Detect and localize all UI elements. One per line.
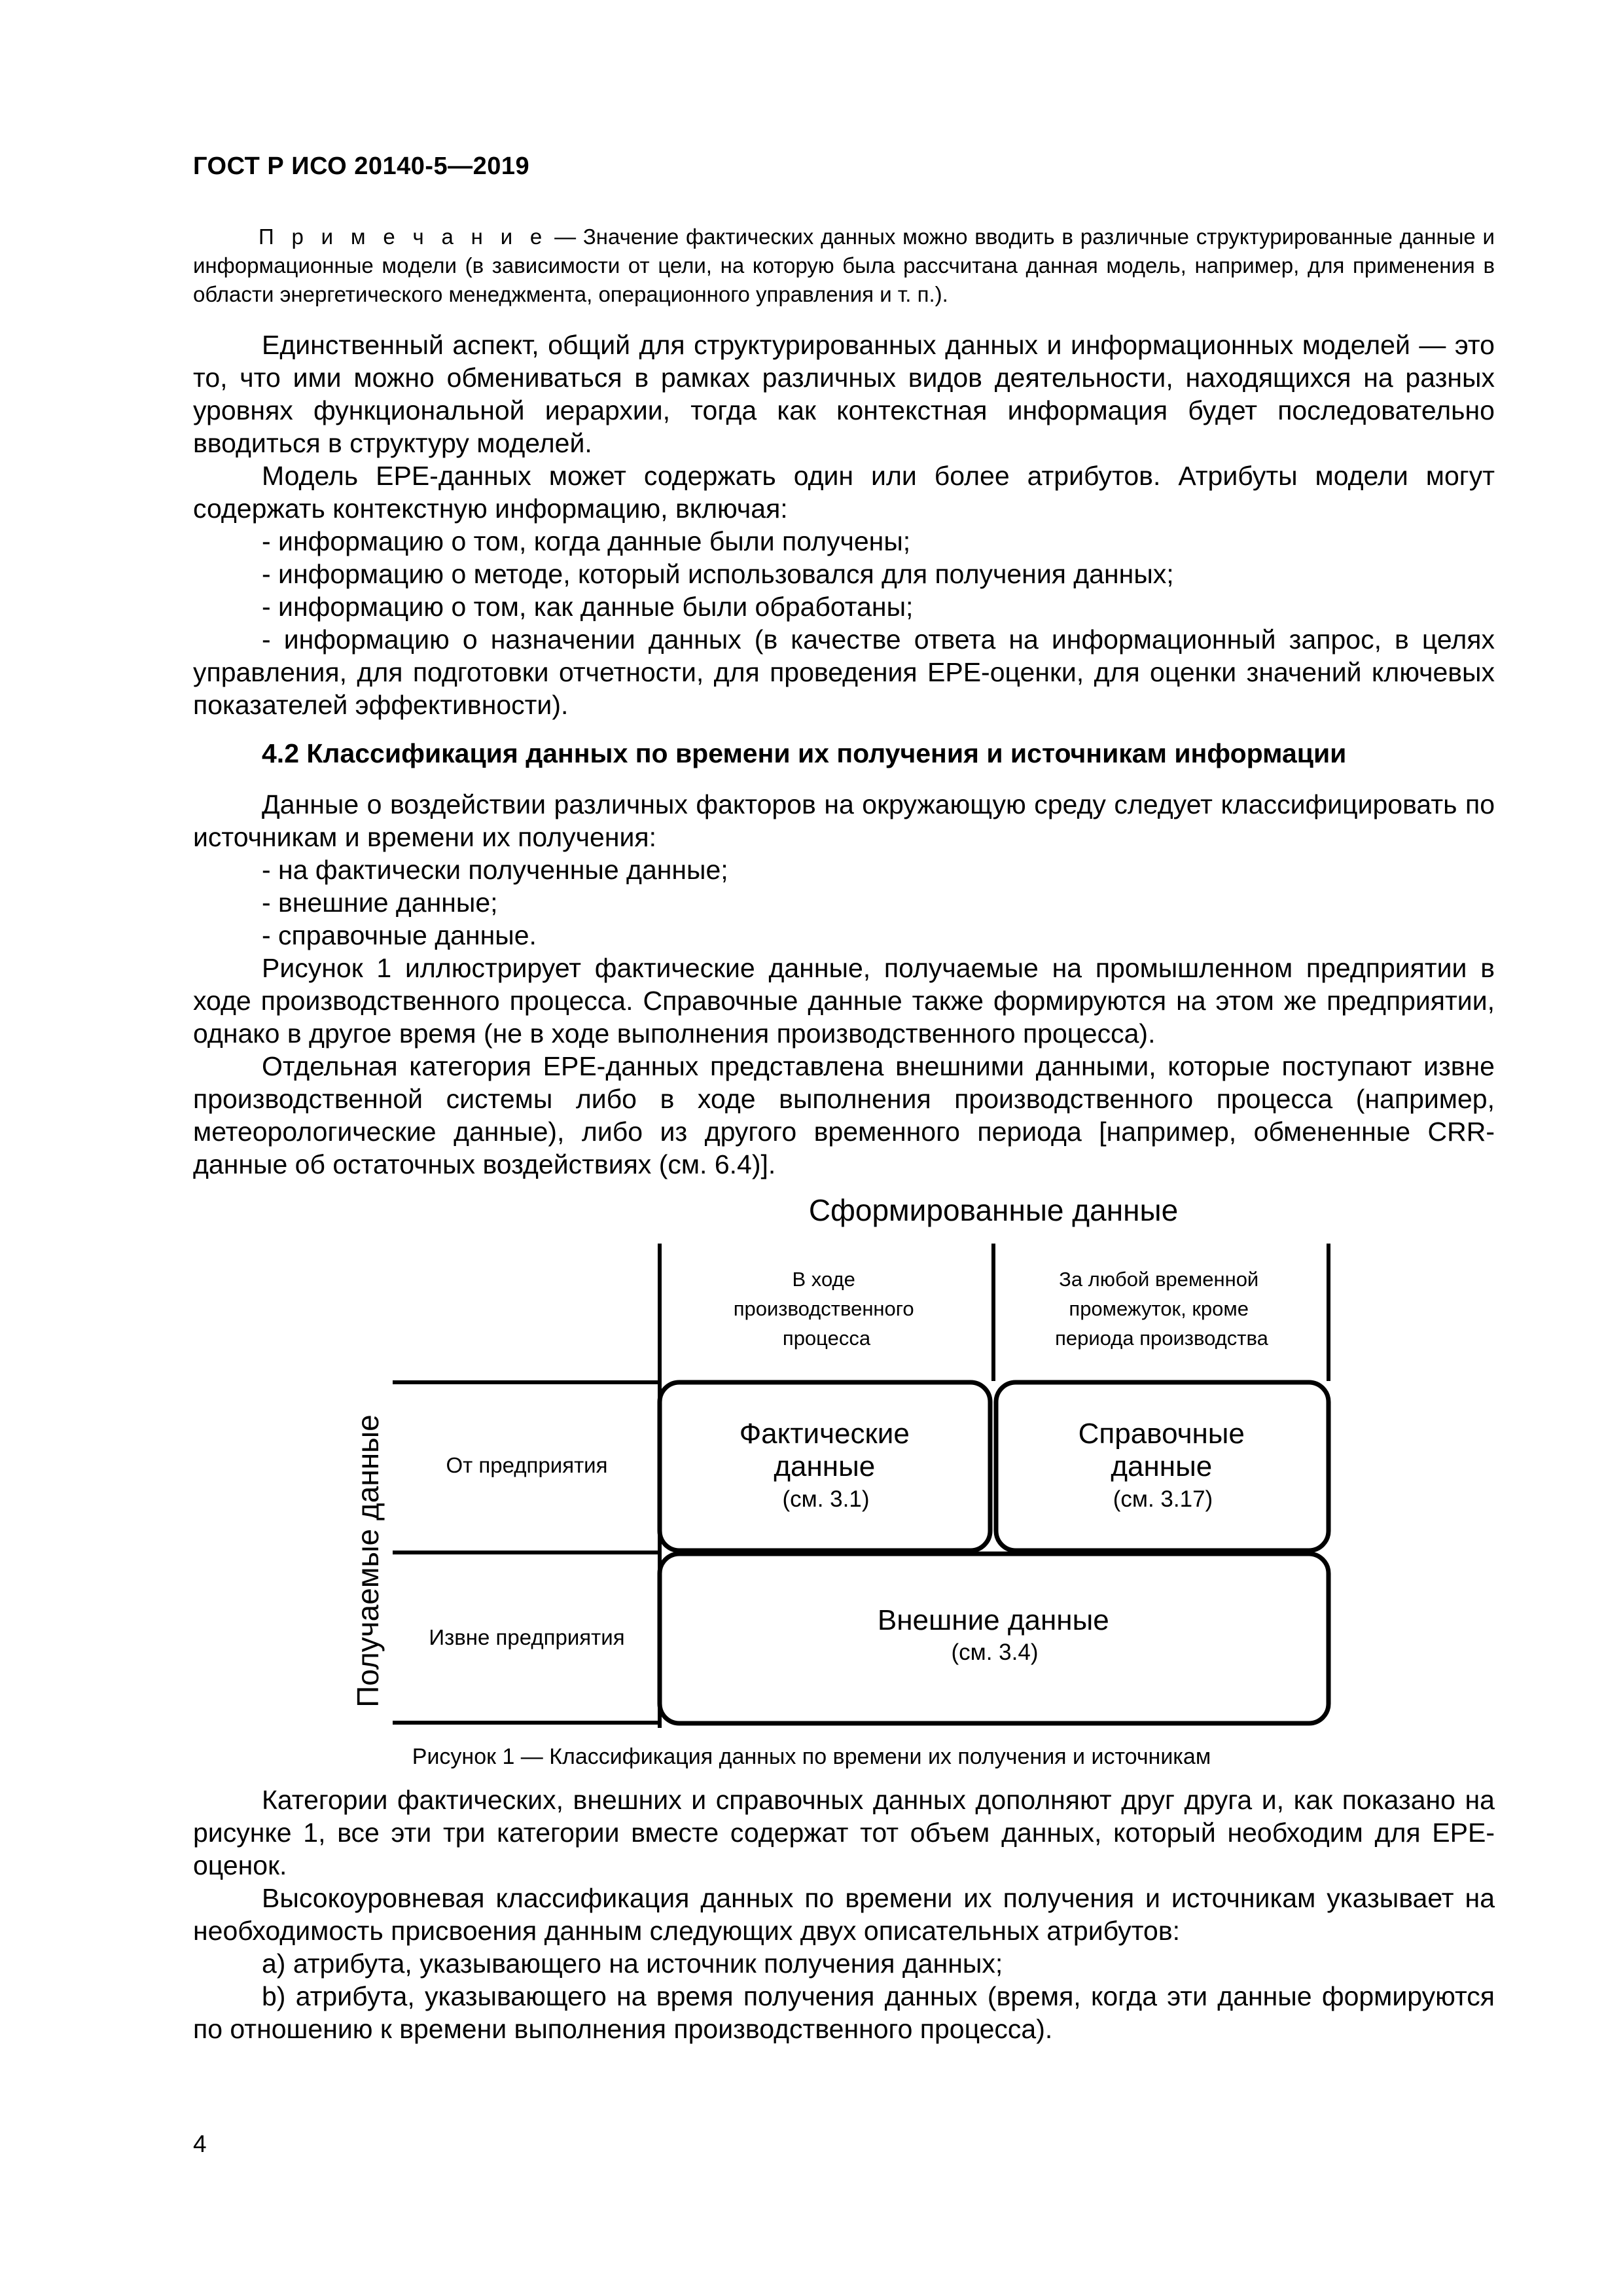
- row-label-outside-enterprise: Извне предприятия: [429, 1625, 625, 1649]
- section-title: 4.2 Классификация данных по времени их получения и источникам информации: [262, 738, 1347, 768]
- paragraph: Отдельная категория EPE-данных представлена внешними данными, которые поступают извне производственной системы либо в ходе выполнения производственного процесса (например, метеорологические данные), либо из другого временного периода [например, обмененные CRR-данные об остаточных воздействиях (см. 6.4)].: [193, 1051, 1495, 1179]
- reference-data-label: Справочные данные (см. 3.17): [1078, 1418, 1245, 1512]
- body-section-1: [193, 329, 1495, 721]
- paragraph: Высокоуровневая классификация данных по времени их получения и источникам указывает на необходимость присвоения данным следующих двух описательных атрибутов:: [193, 1883, 1495, 1946]
- note-label: П р и м е ч а н и е: [259, 224, 548, 249]
- note-paragraph: [193, 223, 1495, 309]
- external-data-box: [660, 1554, 1329, 1723]
- paragraph: Единственный аспект, общий для структурированных данных и информационных моделей — это то, что ими можно обмениваться в рамках различных видов деятельности, находящихся на разных уровнях функциональной иерархии, тогда как контекстная информация будет последовательно вводиться в структуру моделей.: [193, 330, 1495, 458]
- list-item: - внешние данные;: [262, 888, 498, 918]
- y-axis-label: Получаемые данные: [351, 1414, 385, 1708]
- list-item: a) атрибута, указывающего на источник получения данных;: [262, 1948, 1003, 1979]
- paragraph: Рисунок 1 иллюстрирует фактические данные, получаемые на промышленном предприятии в ходе производственного процесса. Справочные данные также формируются на этом же предприятии, однако в другое время (не в ходе выполнения производственного процесса).: [193, 953, 1495, 1049]
- body-section-3: [193, 1784, 1495, 2045]
- list-item: - информацию о назначении данных (в качестве ответа на информационный запрос, в целях управления, для подготовки отчетности, для проведения EPE-оценки, для оценки значений ключевых показателей эффективности).: [193, 624, 1495, 720]
- column-header-other-period: За любой временной промежуток, кроме периода производства: [1055, 1268, 1268, 1350]
- list-item: - справочные данные.: [262, 920, 537, 950]
- document-code-header: ГОСТ Р ИСО 20140-5—2019: [193, 152, 530, 180]
- classification-figure: [0, 1178, 1623, 1741]
- list-item: - на фактически полученные данные;: [262, 855, 728, 885]
- paragraph: Данные о воздействии различных факторов на окружающую среду следует классифицировать по источникам и времени их получения:: [193, 789, 1495, 852]
- actual-data-label: Фактические данные (см. 3.1): [739, 1418, 910, 1512]
- list-item: b) атрибута, указывающего на время получения данных (время, когда эти данные формируются по отношению к времени выполнения производственного процесса).: [193, 1981, 1495, 2044]
- paragraph: Категории фактических, внешних и справочных данных дополняют друг друга и, как показано на рисунке 1, все эти три категории вместе содержат тот объем данных, который необходим для EPE-оценок.: [193, 1785, 1495, 1880]
- row-label-from-enterprise: От предприятия: [446, 1453, 608, 1477]
- external-data-label: Внешние данные (см. 3.4): [877, 1604, 1109, 1665]
- list-item: - информацию о том, когда данные были получены;: [262, 526, 911, 556]
- list-item: - информацию о методе, который использовался для получения данных;: [262, 559, 1174, 589]
- paragraph: Модель EPE-данных может содержать один или более атрибутов. Атрибуты модели могут содержать контекстную информацию, включая:: [193, 461, 1495, 524]
- figure-caption: Рисунок 1 — Классификация данных по времени их получения и источникам: [412, 1744, 1211, 1769]
- note-block: [193, 223, 1495, 309]
- page-number: 4: [193, 2130, 207, 2157]
- column-header-during-process: В ходе производственного процесса: [733, 1268, 914, 1350]
- note-text: — Значение фактических данных можно вводить в различные структурированные данные и информационные модели (в зависимости от цели, на которую была рассчитана данная модель, например, для применения в области энергетического менеджмента, операционного управления и т. п.).: [193, 224, 1495, 306]
- figure-title: Сформированные данные: [808, 1193, 1179, 1227]
- body-section-2: [193, 788, 1495, 1181]
- list-item: - информацию о том, как данные были обработаны;: [262, 592, 914, 622]
